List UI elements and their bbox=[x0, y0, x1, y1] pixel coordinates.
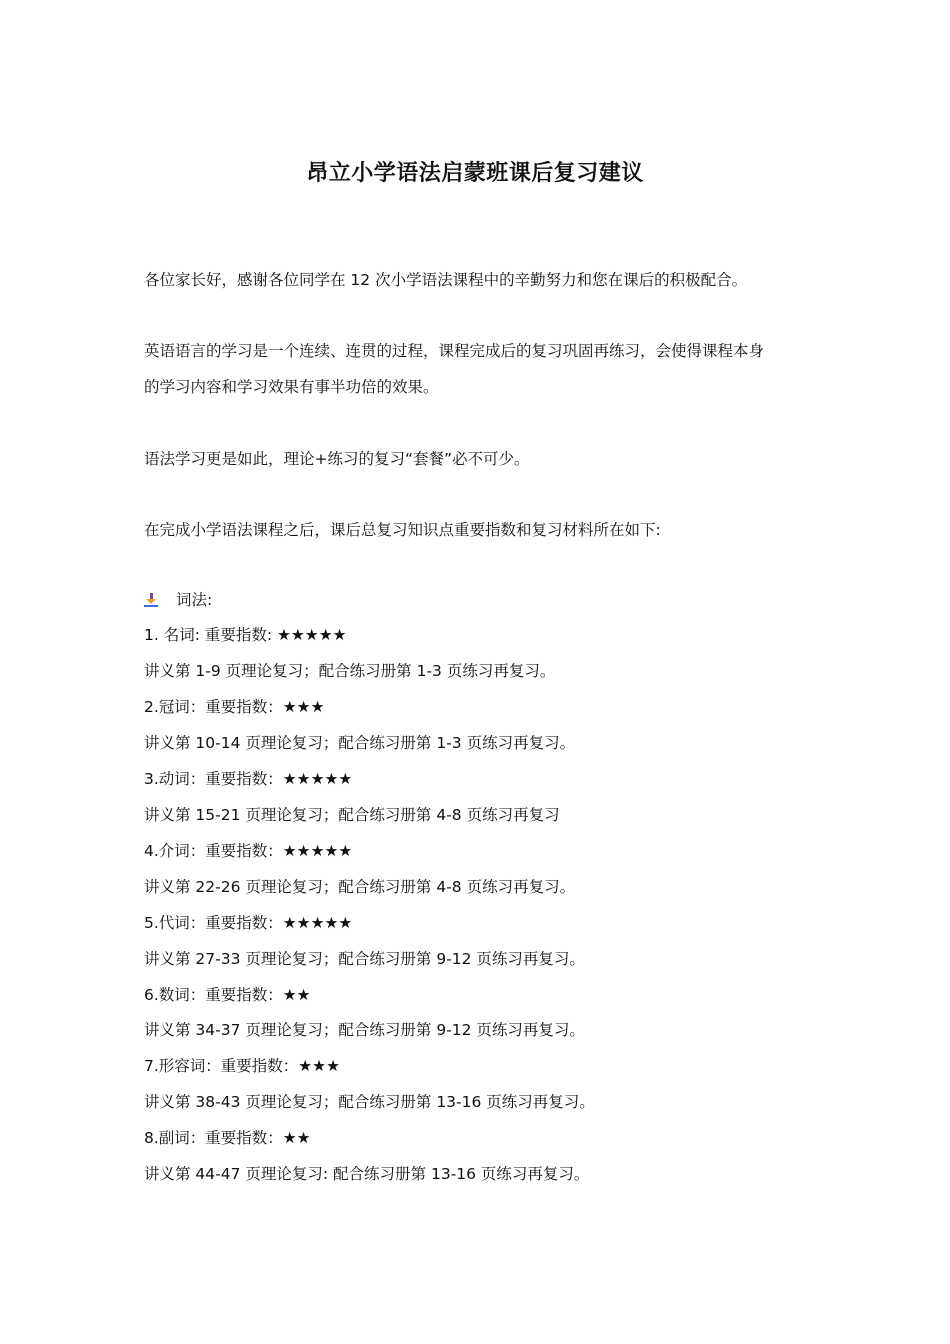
item-heading-numeral: 6.数词：重要指数：★★ bbox=[144, 986, 311, 1004]
item-heading-adjective: 7.形容词：重要指数：★★★ bbox=[144, 1057, 340, 1075]
summary-intro-paragraph: 在完成小学语法课程之后，课后总复习知识点重要指数和复习材料所在如下: bbox=[144, 521, 661, 539]
grammar-paragraph: 语法学习更是如此，理论+练习的复习“套餐”必不可少。 bbox=[144, 450, 530, 468]
item-detail-preposition: 讲义第 22-26 页理论复习；配合练习册第 4-8 页练习再复习。 bbox=[144, 878, 576, 896]
item-detail-pronoun: 讲义第 27-33 页理论复习；配合练习册第 9-12 页练习再复习。 bbox=[144, 950, 585, 968]
document-title: 昂立小学语法启蒙班课后复习建议 bbox=[306, 161, 644, 186]
greeting-paragraph: 各位家长好，感谢各位同学在 12 次小学语法课程中的辛勤努力和您在课后的积极配合。 bbox=[144, 271, 748, 289]
section-heading bbox=[144, 582, 824, 618]
item-detail-adjective: 讲义第 38-43 页理论复习；配合练习册第 13-16 页练习再复习。 bbox=[144, 1093, 595, 1111]
item-detail-noun: 讲义第 1-9 页理论复习；配合练习册第 1-3 页练习再复习。 bbox=[144, 662, 556, 680]
item-heading-pronoun: 5.代词：重要指数：★★★★★ bbox=[144, 914, 353, 932]
item-heading-verb: 3.动词：重要指数：★★★★★ bbox=[144, 770, 353, 788]
item-heading-noun: 1. 名词: 重要指数: ★★★★★ bbox=[144, 626, 347, 644]
intro-paragraph-line-1: 英语语言的学习是一个连续、连贯的过程，课程完成后的复习巩固再练习，会使得课程本身 bbox=[144, 342, 765, 360]
item-detail-adverb: 讲义第 44-47 页理论复习: 配合练习册第 13-16 页练习再复习。 bbox=[144, 1165, 590, 1183]
section-label: 词法: bbox=[176, 591, 213, 609]
item-heading-preposition: 4.介词：重要指数：★★★★★ bbox=[144, 842, 353, 860]
item-detail-article: 讲义第 10-14 页理论复习；配合练习册第 1-3 页练习再复习。 bbox=[144, 734, 576, 752]
item-detail-verb: 讲义第 15-21 页理论复习；配合练习册第 4-8 页练习再复习 bbox=[144, 806, 560, 824]
item-heading-article: 2.冠词：重要指数：★★★ bbox=[144, 698, 325, 716]
down-arrow-bullet-icon bbox=[144, 593, 158, 607]
item-heading-adverb: 8.副词：重要指数：★★ bbox=[144, 1129, 311, 1147]
intro-paragraph-line-2: 的学习内容和学习效果有事半功倍的效果。 bbox=[144, 378, 439, 396]
item-detail-numeral: 讲义第 34-37 页理论复习；配合练习册第 9-12 页练习再复习。 bbox=[144, 1021, 585, 1039]
